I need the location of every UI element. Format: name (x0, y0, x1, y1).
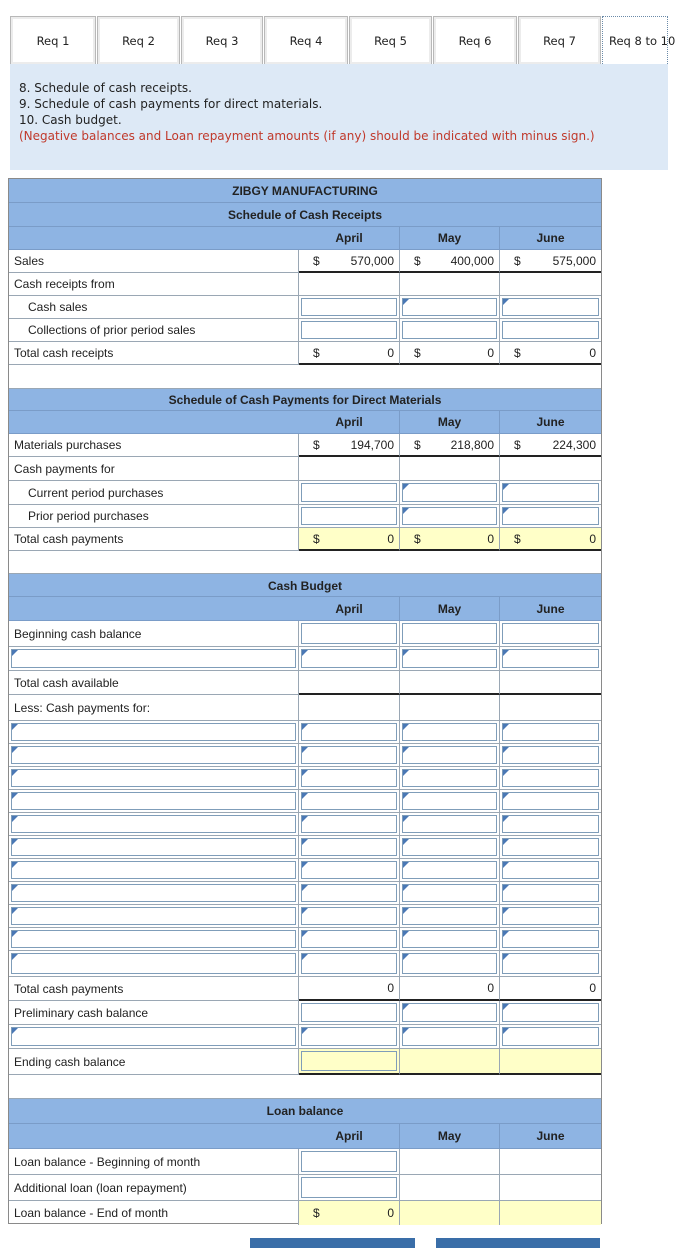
financing-april-input[interactable] (301, 1027, 397, 1046)
purchases-april: 194,700 (350, 437, 394, 452)
tab-req-4[interactable] (264, 16, 348, 64)
worksheet (8, 178, 602, 1224)
current-period-june-input[interactable] (502, 483, 599, 502)
sales-april: 570,000 (350, 253, 394, 268)
payment-june-input[interactable] (502, 861, 599, 879)
currency-symbol: $ (514, 531, 521, 546)
total-payments-may: 0 (487, 531, 494, 546)
company-name: ZIBGY MANUFACTURING (232, 184, 378, 198)
tab-req-5[interactable] (349, 16, 432, 64)
row-label: Materials purchases (9, 434, 299, 457)
total-cash-payments-row (9, 528, 601, 551)
ending-cash-row (9, 1049, 601, 1075)
loan-title: Loan balance (266, 1104, 344, 1118)
requirement-tabs (0, 0, 675, 64)
payment-item-select[interactable] (11, 838, 296, 856)
month-header: April (299, 1124, 400, 1149)
loan-header (9, 1099, 601, 1124)
beginning-cash-april-input[interactable] (301, 623, 397, 644)
payment-june-input[interactable] (502, 769, 599, 787)
payment-april-input[interactable] (301, 953, 397, 974)
collections-june-input[interactable] (502, 321, 599, 339)
budget-entry-row (9, 1025, 601, 1049)
payment-may-input[interactable] (402, 792, 497, 810)
payment-june-input[interactable] (502, 746, 599, 764)
row-label: Cash receipts from (9, 273, 299, 296)
payments-month-header (9, 411, 601, 434)
payment-item-select[interactable] (11, 953, 296, 974)
tab-label: Req 5 (374, 33, 407, 48)
tab-req-3[interactable] (181, 16, 263, 64)
loan-additional-row (9, 1175, 601, 1201)
total-payments-april: 0 (387, 531, 394, 546)
instruction-note: (Negative balances and Loan repayment amounts (if any) should be indicated with minus sign.) (19, 129, 595, 143)
total-receipts-may: 0 (487, 345, 494, 360)
tab-req-6[interactable] (433, 16, 517, 64)
row-label: Loan balance - End of month (9, 1201, 299, 1225)
month-header: May (400, 227, 500, 250)
beginning-cash-june-input[interactable] (502, 623, 599, 644)
loan-additional-april-input[interactable] (301, 1177, 397, 1198)
payment-may-input[interactable] (402, 815, 497, 833)
month-header: June (500, 227, 601, 250)
payment-april-input[interactable] (301, 907, 397, 925)
instruction-line: 10. Cash budget. (19, 113, 122, 127)
collections-may-input[interactable] (402, 321, 497, 339)
budget-item-select[interactable] (11, 649, 296, 668)
current-period-april-input[interactable] (301, 483, 397, 502)
currency-symbol: $ (313, 531, 320, 546)
tab-label: Req 2 (122, 33, 155, 48)
cash-sales-april-input[interactable] (301, 298, 397, 316)
currency-symbol: $ (414, 253, 421, 268)
payment-item-select[interactable] (11, 861, 296, 879)
cash-budget-header (9, 574, 601, 597)
cash-payments-for-row (9, 457, 601, 481)
instructions-panel (10, 64, 668, 170)
sales-june: 575,000 (552, 253, 596, 268)
tab-req-2[interactable] (97, 16, 180, 64)
payment-item-select[interactable] (11, 792, 296, 810)
payment-entry-row (9, 905, 601, 928)
spacer-row (9, 365, 601, 389)
payment-april-input[interactable] (301, 723, 397, 741)
budget-month-header (9, 597, 601, 621)
tab-label: Req 6 (458, 33, 492, 48)
currency-symbol: $ (414, 531, 421, 546)
row-label: Total cash receipts (9, 342, 299, 365)
tab-req-1[interactable] (10, 16, 96, 64)
preliminary-balance-row (9, 1001, 601, 1025)
budget-total-may: 0 (487, 981, 494, 995)
payment-june-input[interactable] (502, 838, 599, 856)
month-header: May (400, 411, 500, 434)
month-header: April (299, 227, 400, 250)
row-label: Collections of prior period sales (9, 319, 299, 342)
month-header: April (299, 597, 400, 621)
payment-may-input[interactable] (402, 930, 497, 948)
cash-sales-june-input[interactable] (502, 298, 599, 316)
tab-label: Req 4 (289, 33, 323, 48)
payment-april-input[interactable] (301, 746, 397, 764)
payment-entry-row (9, 790, 601, 813)
prior-period-june-input[interactable] (502, 507, 599, 525)
loan-beginning-april-input[interactable] (301, 1151, 397, 1172)
row-label: Total cash payments (9, 977, 299, 1001)
payment-april-input[interactable] (301, 930, 397, 948)
budget-entry-row (9, 647, 601, 671)
total-cash-receipts-row (9, 342, 601, 365)
instruction-line: 8. Schedule of cash receipts. (19, 81, 192, 95)
payment-april-input[interactable] (301, 838, 397, 856)
payment-june-input[interactable] (502, 792, 599, 810)
receipts-month-header (9, 227, 601, 250)
financing-may-input[interactable] (402, 1027, 497, 1046)
receipts-header (9, 203, 601, 227)
row-label: Ending cash balance (9, 1049, 299, 1075)
month-header: May (400, 597, 500, 621)
cash-sales-may-input[interactable] (402, 298, 497, 316)
payment-june-input[interactable] (502, 723, 599, 741)
currency-symbol: $ (313, 437, 320, 452)
payment-may-input[interactable] (402, 907, 497, 925)
payment-june-input[interactable] (502, 815, 599, 833)
collections-april-input[interactable] (301, 321, 397, 339)
row-label: Preliminary cash balance (9, 1001, 299, 1025)
payment-may-input[interactable] (402, 838, 497, 856)
total-receipts-april: 0 (387, 345, 394, 360)
payment-may-input[interactable] (402, 723, 497, 741)
ending-cash-april-input[interactable] (301, 1051, 397, 1071)
payment-item-select[interactable] (11, 884, 296, 902)
current-period-may-input[interactable] (402, 483, 497, 502)
prior-period-april-input[interactable] (301, 507, 397, 525)
currency-symbol: $ (514, 437, 521, 452)
month-header: June (500, 1124, 601, 1149)
receipts-title: Schedule of Cash Receipts (227, 208, 383, 222)
payment-entry-row (9, 859, 601, 882)
row-label: Prior period purchases (9, 505, 299, 528)
loan-month-header (9, 1124, 601, 1149)
payment-may-input[interactable] (402, 884, 497, 902)
prior-period-row (9, 505, 601, 528)
payments-header (9, 389, 601, 411)
payment-april-input[interactable] (301, 861, 397, 879)
row-label: Total cash payments (9, 528, 299, 551)
payment-entry-row (9, 721, 601, 744)
cash-receipts-from-row (9, 273, 601, 296)
row-label: Sales (9, 250, 299, 273)
company-header (9, 179, 601, 203)
budget-item-may-input[interactable] (402, 649, 497, 668)
cash-sales-row (9, 296, 601, 319)
payment-june-input[interactable] (502, 884, 599, 902)
prior-period-may-input[interactable] (402, 507, 497, 525)
purchases-june: 224,300 (552, 437, 596, 452)
row-label: Beginning cash balance (9, 621, 299, 647)
payment-june-input[interactable] (502, 953, 599, 974)
payment-entry-row (9, 928, 601, 951)
payment-item-select[interactable] (11, 769, 296, 787)
payment-april-input[interactable] (301, 769, 397, 787)
month-header: May (400, 1124, 500, 1149)
payment-entry-row (9, 882, 601, 905)
payment-item-select[interactable] (11, 907, 296, 925)
cash-budget-title: Cash Budget (267, 579, 342, 593)
total-payments-june: 0 (589, 531, 596, 546)
currency-symbol: $ (514, 345, 521, 360)
row-label: Cash sales (9, 296, 299, 319)
payments-title: Schedule of Cash Payments for Direct Materials (168, 393, 442, 407)
tab-req-7[interactable] (518, 16, 601, 64)
tab-req-8-to-10[interactable] (602, 16, 675, 64)
payment-may-input[interactable] (402, 746, 497, 764)
preliminary-april-input[interactable] (301, 1003, 397, 1022)
budget-total-april: 0 (387, 981, 394, 995)
row-label: Current period purchases (9, 481, 299, 505)
preliminary-june-input[interactable] (502, 1003, 599, 1022)
loan-end-april: 0 (387, 1206, 394, 1220)
total-receipts-june: 0 (589, 345, 596, 360)
materials-purchases-row (9, 434, 601, 457)
currency-symbol: $ (414, 437, 421, 452)
tab-label: Req 3 (205, 33, 239, 48)
budget-total-june: 0 (589, 981, 596, 995)
payment-may-input[interactable] (402, 769, 497, 787)
payment-item-select[interactable] (11, 815, 296, 833)
payment-entry-row (9, 813, 601, 836)
less-payments-row (9, 695, 601, 721)
payment-item-select[interactable] (11, 930, 296, 948)
current-period-row (9, 481, 601, 505)
month-header: April (299, 411, 400, 434)
preliminary-may-input[interactable] (402, 1003, 497, 1022)
payment-item-select[interactable] (11, 723, 296, 741)
total-cash-available-row (9, 671, 601, 695)
row-label: Cash payments for (9, 457, 299, 481)
payment-april-input[interactable] (301, 815, 397, 833)
payment-may-input[interactable] (402, 861, 497, 879)
beginning-cash-row (9, 621, 601, 647)
budget-total-payments-row (9, 977, 601, 1001)
month-header: June (500, 411, 601, 434)
spacer-row (9, 551, 601, 574)
row-label: Less: Cash payments for: (9, 695, 299, 721)
payment-june-input[interactable] (502, 930, 599, 948)
loan-end-row (9, 1201, 601, 1225)
payment-april-input[interactable] (301, 792, 397, 810)
payment-may-input[interactable] (402, 953, 497, 974)
instruction-line: 9. Schedule of cash payments for direct materials. (19, 97, 323, 111)
payment-item-select[interactable] (11, 746, 296, 764)
tab-label: Req 1 (36, 33, 70, 48)
row-label: Additional loan (loan repayment) (9, 1175, 299, 1201)
currency-symbol: $ (414, 345, 421, 360)
currency-symbol: $ (514, 253, 521, 268)
payment-june-input[interactable] (502, 907, 599, 925)
payment-entry-row (9, 744, 601, 767)
tab-label: Req 7 (543, 33, 576, 48)
currency-symbol: $ (313, 345, 320, 360)
currency-symbol: $ (313, 253, 320, 268)
payment-april-input[interactable] (301, 884, 397, 902)
tab-label: Req 8 to 10 (609, 33, 675, 48)
row-label: Total cash available (9, 671, 299, 695)
budget-item-june-input[interactable] (502, 649, 599, 668)
sales-may: 400,000 (450, 253, 494, 268)
collections-row (9, 319, 601, 342)
row-label: Loan balance - Beginning of month (9, 1149, 299, 1175)
financing-june-input[interactable] (502, 1027, 599, 1046)
currency-symbol: $ (313, 1206, 320, 1220)
budget-item-april-input[interactable] (301, 649, 397, 668)
next-button[interactable] (436, 1238, 600, 1248)
purchases-may: 218,800 (450, 437, 494, 452)
financing-item-select[interactable] (11, 1027, 296, 1046)
payment-entry-row (9, 951, 601, 977)
spacer-row (9, 1075, 601, 1099)
beginning-cash-may-input[interactable] (402, 623, 497, 644)
payment-entry-row (9, 767, 601, 790)
payment-entry-row (9, 836, 601, 859)
sales-row (9, 250, 601, 273)
previous-button[interactable] (250, 1238, 415, 1248)
loan-beginning-row (9, 1149, 601, 1175)
month-header: June (500, 597, 601, 621)
